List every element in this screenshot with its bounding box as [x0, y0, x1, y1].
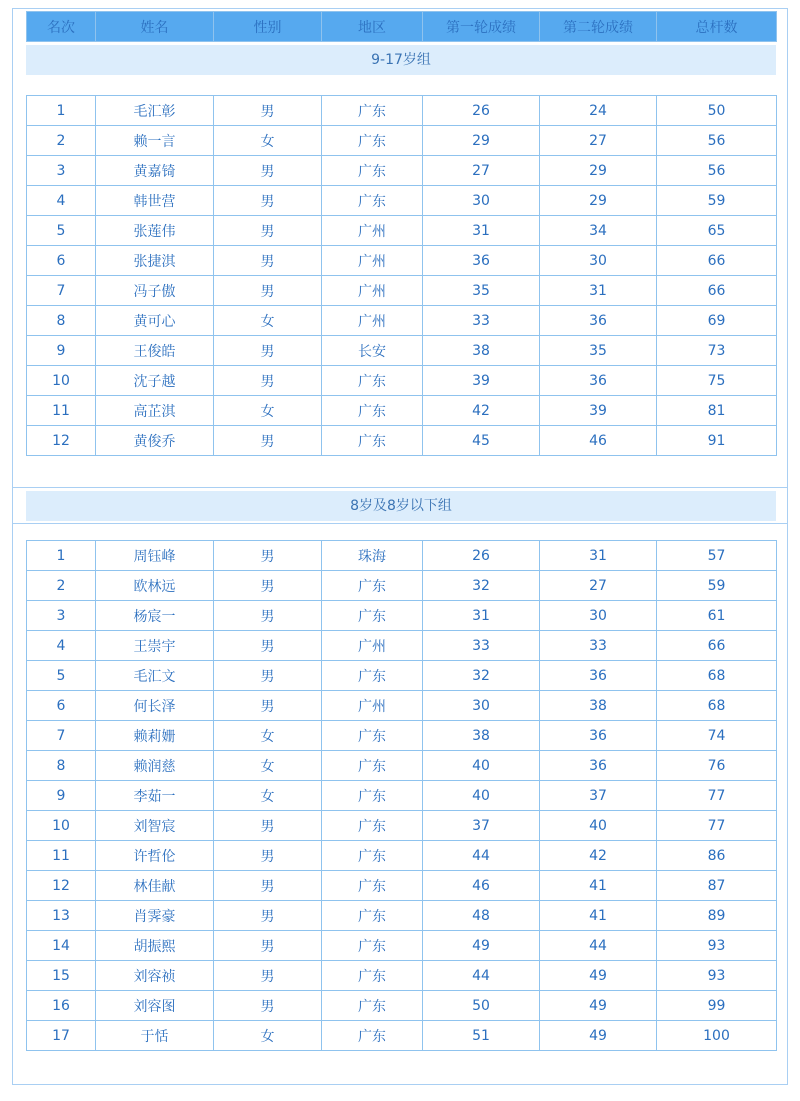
cell-total: 100	[657, 1021, 777, 1051]
cell-region: 广东	[322, 931, 423, 961]
cell-name: 毛汇文	[96, 661, 214, 691]
cell-name: 林佳献	[96, 871, 214, 901]
cell-round1: 26	[423, 96, 540, 126]
cell-total: 89	[657, 901, 777, 931]
table-row	[27, 781, 777, 811]
cell-gender: 男	[214, 426, 322, 456]
cell-total: 77	[657, 781, 777, 811]
cell-rank: 10	[27, 811, 96, 841]
group-title-8-under: 8岁及8岁以下组	[26, 491, 776, 521]
table-row	[27, 991, 777, 1021]
cell-rank: 7	[27, 721, 96, 751]
cell-round1: 33	[423, 631, 540, 661]
table-row	[27, 841, 777, 871]
cell-gender: 女	[214, 781, 322, 811]
cell-rank: 5	[27, 216, 96, 246]
cell-region: 广东	[322, 811, 423, 841]
cell-region: 广东	[322, 871, 423, 901]
cell-name: 杨宸一	[96, 601, 214, 631]
cell-total: 66	[657, 631, 777, 661]
group-separator	[13, 487, 787, 488]
cell-total: 65	[657, 216, 777, 246]
cell-round2: 36	[540, 366, 657, 396]
cell-round1: 40	[423, 781, 540, 811]
cell-name: 王崇宇	[96, 631, 214, 661]
cell-round2: 44	[540, 931, 657, 961]
cell-rank: 6	[27, 691, 96, 721]
cell-total: 66	[657, 246, 777, 276]
cell-round2: 30	[540, 246, 657, 276]
cell-round2: 40	[540, 811, 657, 841]
cell-round1: 38	[423, 336, 540, 366]
cell-round2: 36	[540, 306, 657, 336]
table-row	[27, 751, 777, 781]
cell-round1: 46	[423, 871, 540, 901]
cell-round1: 27	[423, 156, 540, 186]
table-row	[27, 541, 777, 571]
cell-region: 广州	[322, 216, 423, 246]
cell-name: 刘容祯	[96, 961, 214, 991]
cell-gender: 女	[214, 126, 322, 156]
cell-region: 广州	[322, 276, 423, 306]
cell-name: 毛汇彰	[96, 96, 214, 126]
table-row	[27, 126, 777, 156]
cell-name: 赖一言	[96, 126, 214, 156]
cell-gender: 男	[214, 991, 322, 1021]
cell-round2: 46	[540, 426, 657, 456]
cell-name: 张莲伟	[96, 216, 214, 246]
table-row	[27, 366, 777, 396]
cell-round2: 29	[540, 186, 657, 216]
table-row	[27, 901, 777, 931]
cell-rank: 9	[27, 336, 96, 366]
cell-round1: 50	[423, 991, 540, 1021]
cell-round2: 34	[540, 216, 657, 246]
header-round2: 第二轮成绩	[540, 12, 657, 42]
cell-gender: 男	[214, 661, 322, 691]
table-row	[27, 661, 777, 691]
cell-total: 93	[657, 961, 777, 991]
cell-round1: 35	[423, 276, 540, 306]
cell-round2: 30	[540, 601, 657, 631]
cell-gender: 男	[214, 601, 322, 631]
cell-round2: 37	[540, 781, 657, 811]
cell-gender: 男	[214, 571, 322, 601]
cell-name: 赖莉姗	[96, 721, 214, 751]
cell-rank: 12	[27, 426, 96, 456]
cell-total: 87	[657, 871, 777, 901]
cell-gender: 男	[214, 691, 322, 721]
table-row	[27, 156, 777, 186]
cell-gender: 女	[214, 721, 322, 751]
cell-region: 广东	[322, 601, 423, 631]
cell-rank: 4	[27, 186, 96, 216]
table-row	[27, 721, 777, 751]
cell-region: 广东	[322, 721, 423, 751]
table-row	[27, 336, 777, 366]
cell-round1: 44	[423, 841, 540, 871]
cell-name: 于恬	[96, 1021, 214, 1051]
cell-name: 周钰峰	[96, 541, 214, 571]
table-row	[27, 691, 777, 721]
cell-total: 56	[657, 126, 777, 156]
cell-rank: 9	[27, 781, 96, 811]
cell-rank: 5	[27, 661, 96, 691]
table-row	[27, 811, 777, 841]
cell-rank: 6	[27, 246, 96, 276]
cell-gender: 男	[214, 216, 322, 246]
cell-round2: 33	[540, 631, 657, 661]
table-row	[27, 216, 777, 246]
cell-round1: 31	[423, 216, 540, 246]
cell-total: 93	[657, 931, 777, 961]
cell-rank: 1	[27, 96, 96, 126]
cell-region: 长安	[322, 336, 423, 366]
header-gender: 性别	[214, 12, 322, 42]
cell-total: 57	[657, 541, 777, 571]
cell-region: 广州	[322, 631, 423, 661]
cell-round1: 37	[423, 811, 540, 841]
cell-round1: 51	[423, 1021, 540, 1051]
cell-region: 广东	[322, 426, 423, 456]
cell-round1: 32	[423, 661, 540, 691]
cell-name: 胡振熙	[96, 931, 214, 961]
cell-name: 肖霁豪	[96, 901, 214, 931]
cell-name: 何长泽	[96, 691, 214, 721]
cell-region: 广东	[322, 841, 423, 871]
header-total: 总杆数	[657, 12, 777, 42]
header-region: 地区	[322, 12, 423, 42]
cell-round1: 49	[423, 931, 540, 961]
cell-gender: 男	[214, 931, 322, 961]
cell-name: 赖润慈	[96, 751, 214, 781]
cell-round1: 38	[423, 721, 540, 751]
cell-round2: 31	[540, 541, 657, 571]
cell-round1: 31	[423, 601, 540, 631]
group-separator	[13, 523, 787, 524]
cell-round2: 42	[540, 841, 657, 871]
cell-gender: 男	[214, 156, 322, 186]
table-row	[27, 1021, 777, 1051]
cell-region: 广东	[322, 961, 423, 991]
cell-name: 高芷淇	[96, 396, 214, 426]
cell-region: 广东	[322, 126, 423, 156]
cell-round1: 42	[423, 396, 540, 426]
header-name: 姓名	[96, 12, 214, 42]
cell-round2: 27	[540, 126, 657, 156]
cell-total: 56	[657, 156, 777, 186]
cell-round2: 49	[540, 961, 657, 991]
table-row	[27, 961, 777, 991]
cell-total: 99	[657, 991, 777, 1021]
cell-name: 黄俊乔	[96, 426, 214, 456]
cell-total: 66	[657, 276, 777, 306]
table-row	[27, 246, 777, 276]
cell-name: 李茹一	[96, 781, 214, 811]
cell-total: 73	[657, 336, 777, 366]
cell-gender: 女	[214, 1021, 322, 1051]
cell-total: 77	[657, 811, 777, 841]
cell-round1: 32	[423, 571, 540, 601]
cell-gender: 男	[214, 336, 322, 366]
cell-round1: 40	[423, 751, 540, 781]
cell-round1: 33	[423, 306, 540, 336]
cell-name: 黄可心	[96, 306, 214, 336]
cell-region: 广东	[322, 186, 423, 216]
cell-gender: 男	[214, 841, 322, 871]
cell-total: 91	[657, 426, 777, 456]
cell-rank: 8	[27, 306, 96, 336]
cell-rank: 17	[27, 1021, 96, 1051]
cell-rank: 14	[27, 931, 96, 961]
cell-rank: 2	[27, 571, 96, 601]
cell-rank: 15	[27, 961, 96, 991]
cell-name: 欧林远	[96, 571, 214, 601]
table-row	[27, 601, 777, 631]
table-row	[27, 186, 777, 216]
cell-rank: 16	[27, 991, 96, 1021]
table-row	[27, 396, 777, 426]
cell-rank: 11	[27, 841, 96, 871]
cell-total: 68	[657, 661, 777, 691]
cell-round2: 24	[540, 96, 657, 126]
cell-total: 68	[657, 691, 777, 721]
header-rank: 名次	[27, 12, 96, 42]
cell-gender: 男	[214, 541, 322, 571]
group-title-9-17: 9-17岁组	[26, 45, 776, 75]
cell-total: 74	[657, 721, 777, 751]
cell-round2: 36	[540, 751, 657, 781]
cell-region: 广东	[322, 571, 423, 601]
cell-gender: 男	[214, 276, 322, 306]
cell-name: 王俊皓	[96, 336, 214, 366]
cell-region: 广东	[322, 991, 423, 1021]
cell-gender: 女	[214, 396, 322, 426]
cell-rank: 3	[27, 156, 96, 186]
cell-round1: 30	[423, 186, 540, 216]
cell-round1: 48	[423, 901, 540, 931]
cell-rank: 13	[27, 901, 96, 931]
cell-gender: 男	[214, 246, 322, 276]
cell-name: 张捷淇	[96, 246, 214, 276]
cell-rank: 10	[27, 366, 96, 396]
results-page	[12, 8, 788, 1085]
cell-total: 76	[657, 751, 777, 781]
cell-gender: 女	[214, 751, 322, 781]
cell-round2: 36	[540, 661, 657, 691]
table-row	[27, 306, 777, 336]
cell-region: 广东	[322, 156, 423, 186]
cell-round1: 30	[423, 691, 540, 721]
cell-rank: 8	[27, 751, 96, 781]
cell-total: 69	[657, 306, 777, 336]
cell-round1: 36	[423, 246, 540, 276]
cell-gender: 男	[214, 96, 322, 126]
group-table-9-17	[26, 95, 777, 456]
cell-round2: 49	[540, 1021, 657, 1051]
cell-gender: 男	[214, 961, 322, 991]
cell-gender: 男	[214, 901, 322, 931]
cell-region: 广东	[322, 396, 423, 426]
cell-round2: 38	[540, 691, 657, 721]
cell-round2: 41	[540, 871, 657, 901]
cell-region: 广东	[322, 1021, 423, 1051]
cell-total: 75	[657, 366, 777, 396]
cell-name: 刘智宸	[96, 811, 214, 841]
cell-rank: 2	[27, 126, 96, 156]
cell-round1: 39	[423, 366, 540, 396]
cell-round2: 35	[540, 336, 657, 366]
table-row	[27, 276, 777, 306]
cell-name: 沈子越	[96, 366, 214, 396]
table-row	[27, 931, 777, 961]
cell-total: 59	[657, 571, 777, 601]
cell-round2: 36	[540, 721, 657, 751]
cell-total: 81	[657, 396, 777, 426]
cell-rank: 12	[27, 871, 96, 901]
cell-rank: 1	[27, 541, 96, 571]
cell-gender: 男	[214, 871, 322, 901]
cell-gender: 男	[214, 366, 322, 396]
cell-region: 珠海	[322, 541, 423, 571]
cell-rank: 4	[27, 631, 96, 661]
cell-region: 广东	[322, 751, 423, 781]
cell-region: 广东	[322, 661, 423, 691]
cell-round1: 29	[423, 126, 540, 156]
table-row	[27, 631, 777, 661]
cell-gender: 女	[214, 306, 322, 336]
header-round1: 第一轮成绩	[423, 12, 540, 42]
cell-region: 广州	[322, 306, 423, 336]
cell-total: 86	[657, 841, 777, 871]
cell-region: 广州	[322, 691, 423, 721]
cell-rank: 3	[27, 601, 96, 631]
table-row	[27, 96, 777, 126]
cell-name: 韩世营	[96, 186, 214, 216]
header-row-table	[26, 11, 777, 42]
cell-name: 黄嘉锜	[96, 156, 214, 186]
table-row	[27, 426, 777, 456]
cell-region: 广东	[322, 781, 423, 811]
table-row	[27, 571, 777, 601]
cell-name: 许哲伦	[96, 841, 214, 871]
cell-total: 50	[657, 96, 777, 126]
cell-region: 广东	[322, 901, 423, 931]
cell-round2: 29	[540, 156, 657, 186]
cell-round1: 44	[423, 961, 540, 991]
cell-total: 59	[657, 186, 777, 216]
cell-gender: 男	[214, 811, 322, 841]
cell-round2: 49	[540, 991, 657, 1021]
group-table-8-under	[26, 540, 777, 1051]
cell-round2: 41	[540, 901, 657, 931]
header-row	[27, 12, 777, 42]
cell-region: 广东	[322, 366, 423, 396]
cell-total: 61	[657, 601, 777, 631]
table-row	[27, 871, 777, 901]
cell-name: 刘容图	[96, 991, 214, 1021]
cell-gender: 男	[214, 631, 322, 661]
cell-rank: 11	[27, 396, 96, 426]
cell-round2: 39	[540, 396, 657, 426]
cell-round1: 26	[423, 541, 540, 571]
cell-gender: 男	[214, 186, 322, 216]
cell-round2: 27	[540, 571, 657, 601]
cell-region: 广州	[322, 246, 423, 276]
cell-round2: 31	[540, 276, 657, 306]
cell-region: 广东	[322, 96, 423, 126]
cell-name: 冯子傲	[96, 276, 214, 306]
cell-round1: 45	[423, 426, 540, 456]
cell-rank: 7	[27, 276, 96, 306]
